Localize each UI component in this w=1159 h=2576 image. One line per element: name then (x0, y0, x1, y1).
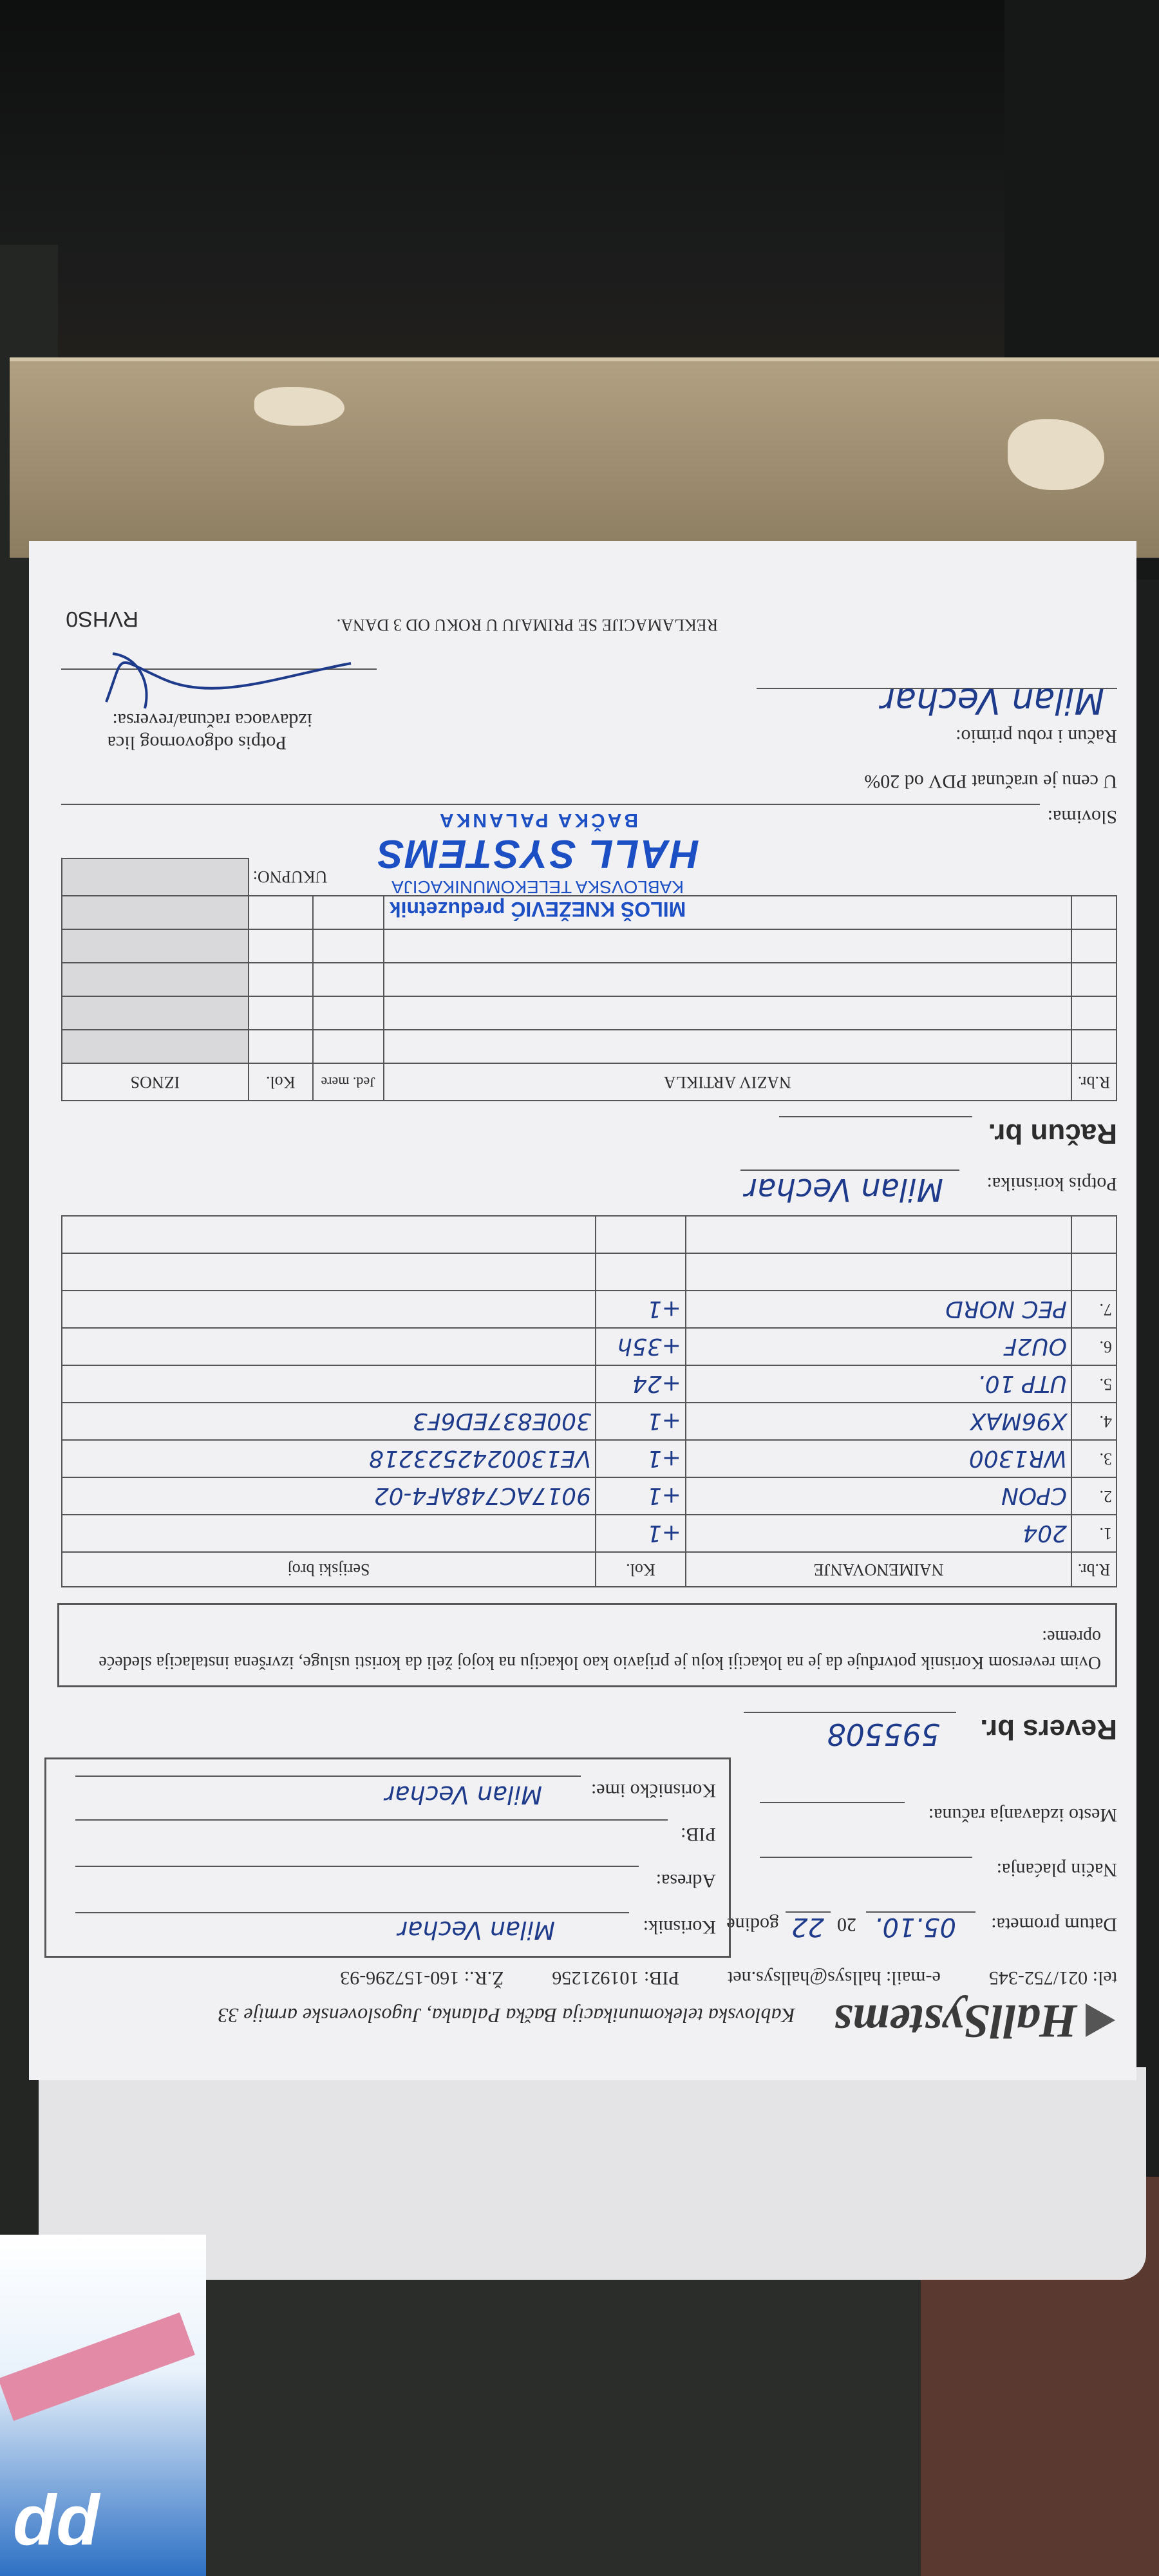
stamp-line-1: MILOŠ KNEŽEVIĆ preduzetnik (389, 898, 686, 921)
korisnik-value: Milan Vechar (397, 1916, 555, 1944)
col-kol: Kol. (249, 1063, 313, 1101)
serijski-cell: 300E837ED6F3 (62, 1403, 596, 1440)
reclamation-note: REKLAMACIJE SE PRIMAJU U ROKU OD 3 DANA. (336, 616, 718, 634)
date-label: Datum prometa: (991, 1914, 1117, 1935)
invoice-row (62, 963, 1117, 996)
username-label: Korisničko ime: (590, 1780, 716, 1801)
equipment-row (62, 1365, 1117, 1403)
jed-mere-cell (313, 963, 384, 996)
form-sheet (48, 573, 1117, 2048)
col-rbr: R.br. (1071, 1063, 1117, 1101)
col-iznos: IZNOS (62, 1063, 249, 1101)
paper-tear (254, 387, 344, 426)
naimenovanje-cell (686, 1253, 1071, 1291)
kol-cell: +24 (596, 1365, 686, 1403)
kol-cell (249, 896, 313, 929)
revers-number: 595508 (827, 1717, 940, 1752)
equipment-row (62, 1440, 1117, 1477)
user-signature-label: Potpis korisnika: (986, 1173, 1117, 1195)
rbr-cell (1071, 1253, 1117, 1291)
year-prefix: 20 (837, 1914, 856, 1935)
col-jed-mere: Jed. mere (313, 1063, 384, 1101)
invoice-row (62, 996, 1117, 1030)
stamp-line-3: HALL SYSTEMS (376, 831, 699, 876)
milk-carton-logo: dd (13, 2481, 100, 2560)
rbr-cell: 1. (1071, 1515, 1117, 1552)
year-value: 22 (791, 1912, 824, 1942)
date-value: 05.10. (874, 1912, 956, 1942)
kol-cell: +1 (596, 1291, 686, 1328)
serijski-cell (62, 1328, 596, 1365)
kol-cell: +35h (596, 1328, 686, 1365)
rbr-cell (1071, 929, 1117, 963)
rbr-cell: 4. (1071, 1403, 1117, 1440)
rbr-cell: 7. (1071, 1291, 1117, 1328)
receipt-form (29, 541, 1136, 2080)
company-stamp (370, 809, 705, 921)
col-naziv: NAZIV ARTIKLA (384, 1063, 1071, 1101)
kol-cell (596, 1216, 686, 1253)
serijski-cell (62, 1253, 596, 1291)
company-logo (834, 1993, 1117, 2048)
kol-cell (249, 1030, 313, 1063)
naimenovanje-cell (686, 1216, 1071, 1253)
equipment-row (62, 1253, 1117, 1291)
serijski-cell: VE1300242523218 (62, 1440, 596, 1477)
user-signature-line (740, 1170, 959, 1171)
kol-cell (249, 996, 313, 1030)
kol-cell: +1 (596, 1477, 686, 1515)
equipment-row (62, 1477, 1117, 1515)
logo-text: HallSystems (833, 1994, 1077, 2047)
equipment-row (62, 1515, 1117, 1552)
iznos-cell (62, 1030, 249, 1063)
col-serijski: Serijski broj (62, 1552, 596, 1587)
col-naimenovanje: NAIMENOVANJE (686, 1552, 1071, 1587)
adresa-label: Adresa: (655, 1870, 716, 1891)
total-value (62, 858, 249, 896)
notice-text: Ovim reversom Korisnik potvrđuje da je na lokaciji koju je prijavio kao lokaciju na kojoj želi da koristi usluge, izvršena instalacija sledeće opreme: (99, 1627, 1101, 1672)
naimenovanje-cell: 204 (686, 1515, 1071, 1552)
naimenovanje-cell: X96MAX (686, 1403, 1071, 1440)
serijski-cell: 9017AC748AF4-02 (62, 1477, 596, 1515)
slovima-label: Slovima: (1047, 806, 1117, 828)
issuer-signature (87, 644, 357, 715)
kol-cell (249, 929, 313, 963)
kol-cell (596, 1253, 686, 1291)
dark-background (0, 0, 1159, 399)
equipment-row (62, 1216, 1117, 1253)
zr: Ž.R.: 160-157296-93 (340, 1967, 504, 1989)
received-label: Račun i robu primio: (956, 726, 1117, 747)
notice-box (57, 1603, 1117, 1687)
payment-line (760, 1857, 972, 1858)
serijski-cell (62, 1515, 596, 1552)
rbr-cell: 6. (1071, 1328, 1117, 1365)
pdv-note: U cenu je uračunat PDV od 20% (864, 771, 1117, 792)
payment-label: Način plaćanja: (996, 1859, 1117, 1880)
place-label: Mesto izdavanja računa: (928, 1804, 1117, 1826)
year-suffix: godine (726, 1914, 779, 1935)
form-code: RVHS0 (66, 607, 138, 631)
kol-cell (249, 963, 313, 996)
kol-cell: +1 (596, 1515, 686, 1552)
rbr-cell (1071, 996, 1117, 1030)
naziv-cell (384, 963, 1071, 996)
contacts-line (340, 1967, 1117, 1989)
naimenovanje-cell: CPON (686, 1477, 1071, 1515)
equipment-row (62, 1291, 1117, 1328)
invoice-row (62, 929, 1117, 963)
equipment-table (61, 1215, 1117, 1587)
naimenovanje-cell: OU2F (686, 1328, 1071, 1365)
username-line (75, 1776, 581, 1777)
place-line (760, 1802, 905, 1803)
username-value: Milan Vechar (384, 1781, 542, 1809)
rbr-cell: 3. (1071, 1440, 1117, 1477)
invoice-row (62, 1030, 1117, 1063)
naziv-cell (384, 1030, 1071, 1063)
company-line: Kablovska telekomunikacija Bačka Palanka, Jugoslovenske armije 33 (218, 2004, 795, 2027)
cardboard-binding (10, 357, 1159, 558)
kol-cell: +1 (596, 1440, 686, 1477)
korisnik-line (75, 1912, 629, 1913)
rbr-cell: 5. (1071, 1365, 1117, 1403)
jed-mere-cell (313, 996, 384, 1030)
slovima-line (61, 804, 1040, 805)
issuer-label-1: Potpis odgovornog lica (107, 732, 287, 753)
rbr-cell (1071, 1030, 1117, 1063)
tel: tel: 021/752-345 (988, 1967, 1117, 1989)
stamp-line-2: KABLOVSKA TELEKOMUNIKACIJA (391, 877, 684, 897)
iznos-cell (62, 896, 249, 929)
racun-number-line (779, 1116, 972, 1117)
equipment-row (62, 1403, 1117, 1440)
equipment-header-row (62, 1552, 1117, 1587)
col-rbr: R.br. (1071, 1552, 1117, 1587)
rbr-cell (1071, 1216, 1117, 1253)
col-kol: Kol. (596, 1552, 686, 1587)
rbr-cell (1071, 963, 1117, 996)
email: e-mail: hallsys@hallsys.net (727, 1967, 941, 1989)
racun-title: Račun br. (988, 1118, 1117, 1150)
naimenovanje-cell: PEC NORD (686, 1291, 1071, 1328)
received-signature: Milan Vechar (880, 681, 1104, 721)
naziv-cell (384, 996, 1071, 1030)
jed-mere-cell (313, 1030, 384, 1063)
pib-field-label: PIB: (680, 1824, 716, 1845)
revers-title: Revers br. (980, 1714, 1117, 1745)
issuer-label-2: izdavaoca računa/reversa: (112, 710, 312, 731)
revers-number-line (744, 1712, 956, 1713)
iznos-cell (62, 929, 249, 963)
naimenovanje-cell: UTP 10. (686, 1365, 1071, 1403)
adresa-line (75, 1866, 639, 1867)
total-label-text: UKUPNO: (252, 867, 328, 887)
iznos-cell (62, 996, 249, 1030)
pib: PIB: 101921256 (552, 1967, 679, 1989)
rbr-cell: 2. (1071, 1477, 1117, 1515)
serijski-cell (62, 1216, 596, 1253)
serijski-cell (62, 1291, 596, 1328)
stamp-line-4: BAČKA PALANKA (437, 810, 638, 831)
user-signature: Milan Vechar (744, 1171, 943, 1208)
invoice-header-row (62, 1063, 1117, 1101)
user-info-box (44, 1757, 731, 1958)
iznos-cell (62, 963, 249, 996)
logo-triangle-icon (1086, 2003, 1115, 2037)
paper-tear (1008, 419, 1104, 490)
serijski-cell (62, 1365, 596, 1403)
pib-field-line (75, 1819, 668, 1821)
equipment-body (62, 1216, 1117, 1552)
equipment-row (62, 1328, 1117, 1365)
korisnik-label: Korisnik: (643, 1917, 716, 1938)
kol-cell: +1 (596, 1403, 686, 1440)
invoice-body (62, 896, 1117, 1063)
naziv-cell (384, 929, 1071, 963)
rbr-cell (1071, 896, 1117, 929)
jed-mere-cell (313, 929, 384, 963)
naimenovanje-cell: WR1300 (686, 1440, 1071, 1477)
